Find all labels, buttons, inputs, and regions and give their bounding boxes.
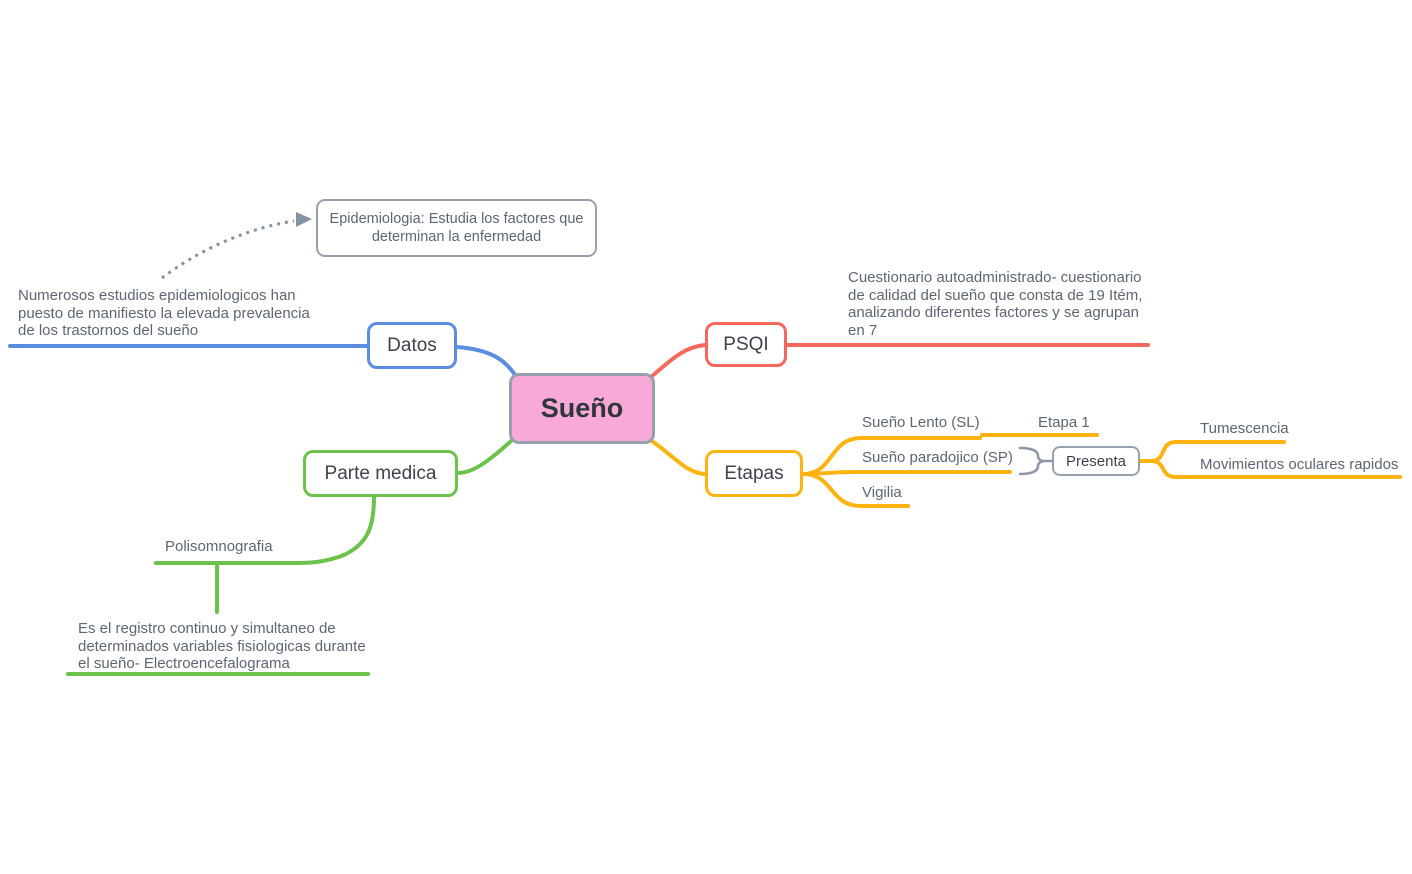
parte-medica-to-root-connector xyxy=(458,441,511,473)
psqi-node[interactable] xyxy=(705,322,787,367)
epidemiologia-callout-box[interactable] xyxy=(316,199,597,257)
datos-node[interactable] xyxy=(367,322,457,369)
etapa1-topic[interactable]: Etapa 1 xyxy=(1038,414,1090,431)
movimientos-topic[interactable]: Movimientos oculares rapidos xyxy=(1200,456,1399,473)
polisomnografia-topic[interactable]: Polisomnografia xyxy=(165,538,273,555)
grouping-brace xyxy=(1020,448,1045,474)
parte-medica-node-label: Parte medica xyxy=(324,462,437,484)
psqi-node-label: PSQI xyxy=(723,333,769,355)
datos-node-label: Datos xyxy=(387,334,437,356)
root-node-sueno[interactable] xyxy=(509,373,655,444)
registro-note-text[interactable]: Es el registro continuo y simultaneo de determinados variables fisiologicas durante el sueño- Electroencefalograma xyxy=(78,620,366,672)
etapas-node-label: Etapas xyxy=(724,462,784,484)
callout-arrowhead-icon xyxy=(296,212,312,227)
psqi-note-text[interactable]: Cuestionario autoadministrado- cuestionario de calidad del sueño que consta de 19 Itém, analizando diferentes factores y se agrupan en 7 xyxy=(848,269,1143,339)
parte-medica-node[interactable] xyxy=(303,450,458,497)
psqi-to-root-connector xyxy=(651,345,705,377)
presenta-node[interactable] xyxy=(1052,446,1140,476)
datos-note-text[interactable]: Numerosos estudios epidemiologicos han puesto de manifiesto la elevada prevalencia de los trastornos del sueño xyxy=(18,287,310,339)
epidemiologia-callout-text: Epidemiologia: Estudia los factores que determinan la enfermedad xyxy=(329,210,584,245)
tumescencia-topic[interactable]: Tumescencia xyxy=(1200,420,1289,437)
sueno-paradojico-underline xyxy=(803,472,1010,474)
sueno-lento-topic[interactable]: Sueño Lento (SL) xyxy=(862,414,980,431)
etapas-node[interactable] xyxy=(705,450,803,497)
root-node-label: Sueño xyxy=(540,393,624,423)
sueno-paradojico-topic[interactable]: Sueño paradojico (SP) xyxy=(862,449,1013,466)
presenta-node-label: Presenta xyxy=(1065,452,1127,470)
etapas-to-root-connector xyxy=(652,441,705,474)
callout-arrow-line xyxy=(162,221,294,278)
vigilia-topic[interactable]: Vigilia xyxy=(862,484,902,501)
datos-to-root-connector xyxy=(457,347,519,381)
